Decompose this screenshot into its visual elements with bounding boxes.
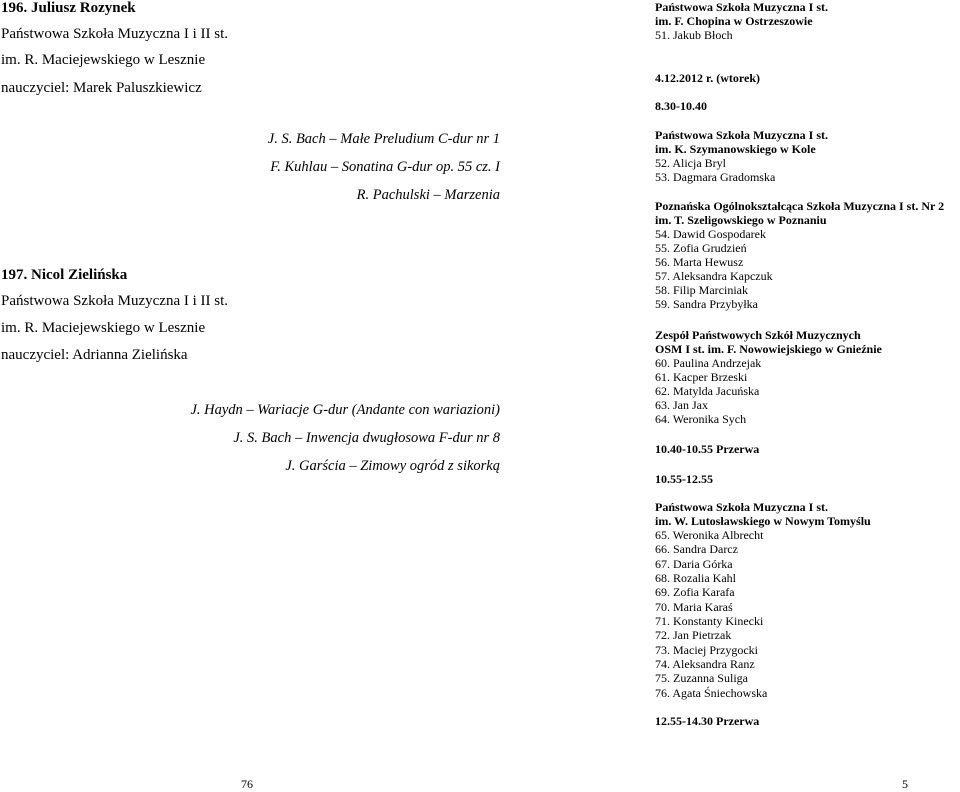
student-65: 65. Weronika Albrecht: [655, 528, 764, 542]
entry-197-patron: im. R. Maciejewskiego w Lesznie: [1, 320, 206, 336]
entry-196-piece-3: R. Pachulski – Marzenia: [356, 187, 500, 203]
group-poznan-school: Poznańska Ogólnokształcąca Szkoła Muzyczna I st. Nr 2: [655, 199, 945, 213]
student-75: 75. Zuzanna Suliga: [655, 671, 748, 685]
session-time-1: 8.30-10.40: [655, 99, 707, 113]
break-1: 10.40-10.55 Przerwa: [655, 442, 760, 456]
group-kolo-school: Państwowa Szkoła Muzyczna I st.: [655, 128, 828, 142]
student-55: 55. Zofia Grudzień: [655, 241, 747, 255]
entry-197-school: Państwowa Szkoła Muzyczna I i II st.: [1, 293, 229, 309]
top-patron: im. F. Chopina w Ostrzeszowie: [655, 14, 813, 28]
entry-196-piece-1: J. S. Bach – Małe Preludium C-dur nr 1: [267, 131, 500, 147]
right-page-number: 5: [902, 777, 908, 791]
student-59: 59. Sandra Przybyłka: [655, 297, 758, 311]
group-poznan-patron: im. T. Szeligowskiego w Poznaniu: [655, 213, 827, 227]
entry-196-piece-2: F. Kuhlau – Sonatina G-dur op. 55 cz. I: [270, 159, 500, 175]
entry-197-piece-2: J. S. Bach – Inwencja dwugłosowa F-dur nr 8: [233, 430, 500, 446]
entry-196-school: Państwowa Szkoła Muzyczna I i II st.: [1, 26, 229, 42]
student-54: 54. Dawid Gospodarek: [655, 227, 766, 241]
student-61: 61. Kacper Brzeski: [655, 370, 748, 384]
break-2: 12.55-14.30 Przerwa: [655, 714, 760, 728]
entry-196-patron: im. R. Maciejewskiego w Lesznie: [1, 52, 206, 68]
session-time-2: 10.55-12.55: [655, 472, 713, 486]
student-64: 64. Weronika Sych: [655, 412, 747, 426]
top-school: Państwowa Szkoła Muzyczna I st.: [655, 0, 828, 14]
student-74: 74. Aleksandra Ranz: [655, 657, 755, 671]
student-60: 60. Paulina Andrzejak: [655, 356, 762, 370]
student-63: 63. Jan Jax: [655, 398, 708, 412]
session-date: 4.12.2012 r. (wtorek): [655, 71, 760, 85]
group-gniezno-school: Zespół Państwowych Szkół Muzycznych: [655, 328, 861, 342]
group-gniezno-patron: OSM I st. im. F. Nowowiejskiego w Gnieźnie: [655, 342, 882, 356]
student-53: 53. Dagmara Gradomska: [655, 170, 776, 184]
entry-197-piece-3: J. Garścia – Zimowy ogród z sikorką: [285, 458, 500, 474]
group-kolo-patron: im. K. Szymanowskiego w Kole: [655, 142, 816, 156]
left-page-number: 76: [241, 777, 253, 791]
student-71: 71. Konstanty Kinecki: [655, 614, 764, 628]
group-tomysl-school: Państwowa Szkoła Muzyczna I st.: [655, 500, 828, 514]
student-69: 69. Zofia Karafa: [655, 585, 735, 599]
entry-196-title: 196. Juliusz Rozynek: [1, 0, 136, 16]
entry-197-teacher: nauczyciel: Adrianna Zielińska: [1, 347, 188, 363]
student-51: 51. Jakub Błoch: [655, 28, 733, 42]
entry-197-title: 197. Nicol Zielińska: [1, 267, 128, 283]
student-67: 67. Daria Górka: [655, 557, 733, 571]
student-58: 58. Filip Marciniak: [655, 283, 748, 297]
student-72: 72. Jan Pietrzak: [655, 628, 732, 642]
group-tomysl-patron: im. W. Lutosławskiego w Nowym Tomyślu: [655, 514, 871, 528]
student-52: 52. Alicja Bryl: [655, 156, 726, 170]
student-66: 66. Sandra Darcz: [655, 542, 738, 556]
entry-197-piece-1: J. Haydn – Wariacje G-dur (Andante con wariazioni): [190, 402, 500, 418]
student-76: 76. Agata Śniechowska: [655, 686, 768, 700]
student-70: 70. Maria Karaś: [655, 600, 733, 614]
student-73: 73. Maciej Przygocki: [655, 643, 758, 657]
student-56: 56. Marta Hewusz: [655, 255, 744, 269]
student-68: 68. Rozalia Kahl: [655, 571, 736, 585]
student-57: 57. Aleksandra Kapczuk: [655, 269, 773, 283]
entry-196-teacher: nauczyciel: Marek Paluszkiewicz: [1, 80, 202, 96]
student-62: 62. Matylda Jacuńska: [655, 384, 760, 398]
